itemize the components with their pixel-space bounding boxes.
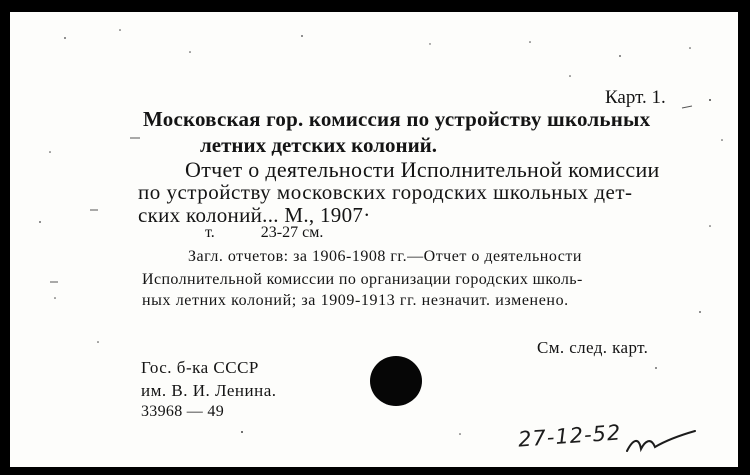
note-line-3: ных летних колоний; за 1909-1913 гг. незначит. изменено. (142, 292, 569, 309)
heading-line-2: летних детских колоний. (200, 133, 438, 157)
see-next-card: См. след. карт. (537, 338, 649, 357)
library-code: 33968 — 49 (141, 403, 224, 420)
handwritten-initials (625, 427, 700, 457)
size-value: 23-27 см. (260, 224, 324, 241)
title-line-2: по устройству московских городских школьных дет- (138, 180, 633, 204)
library-line-2: им. В. И. Ленина. (141, 381, 277, 400)
library-line-1: Гос. б-ка СССР (141, 358, 259, 377)
title-line-1: Отчет о деятельности Исполнительной комиссии (185, 157, 660, 182)
paper-specks (10, 12, 738, 467)
handwritten-date: 27-12-52 (517, 420, 623, 452)
note-line-2: Исполнительной комиссии по организации городских школь- (142, 271, 583, 288)
heading-line-1: Московская гор. комиссия по устройству школьных (143, 107, 651, 131)
size-prefix: т. (205, 224, 215, 241)
title-line-3: ских колоний... М., 1907· (138, 203, 371, 227)
card-number: Карт. 1. (605, 87, 666, 108)
punch-hole (370, 356, 422, 406)
catalog-card (10, 12, 738, 467)
size-line (205, 225, 323, 241)
note-line-1: Загл. отчетов: за 1906-1908 гг.—Отчет о деятельности (188, 248, 582, 265)
